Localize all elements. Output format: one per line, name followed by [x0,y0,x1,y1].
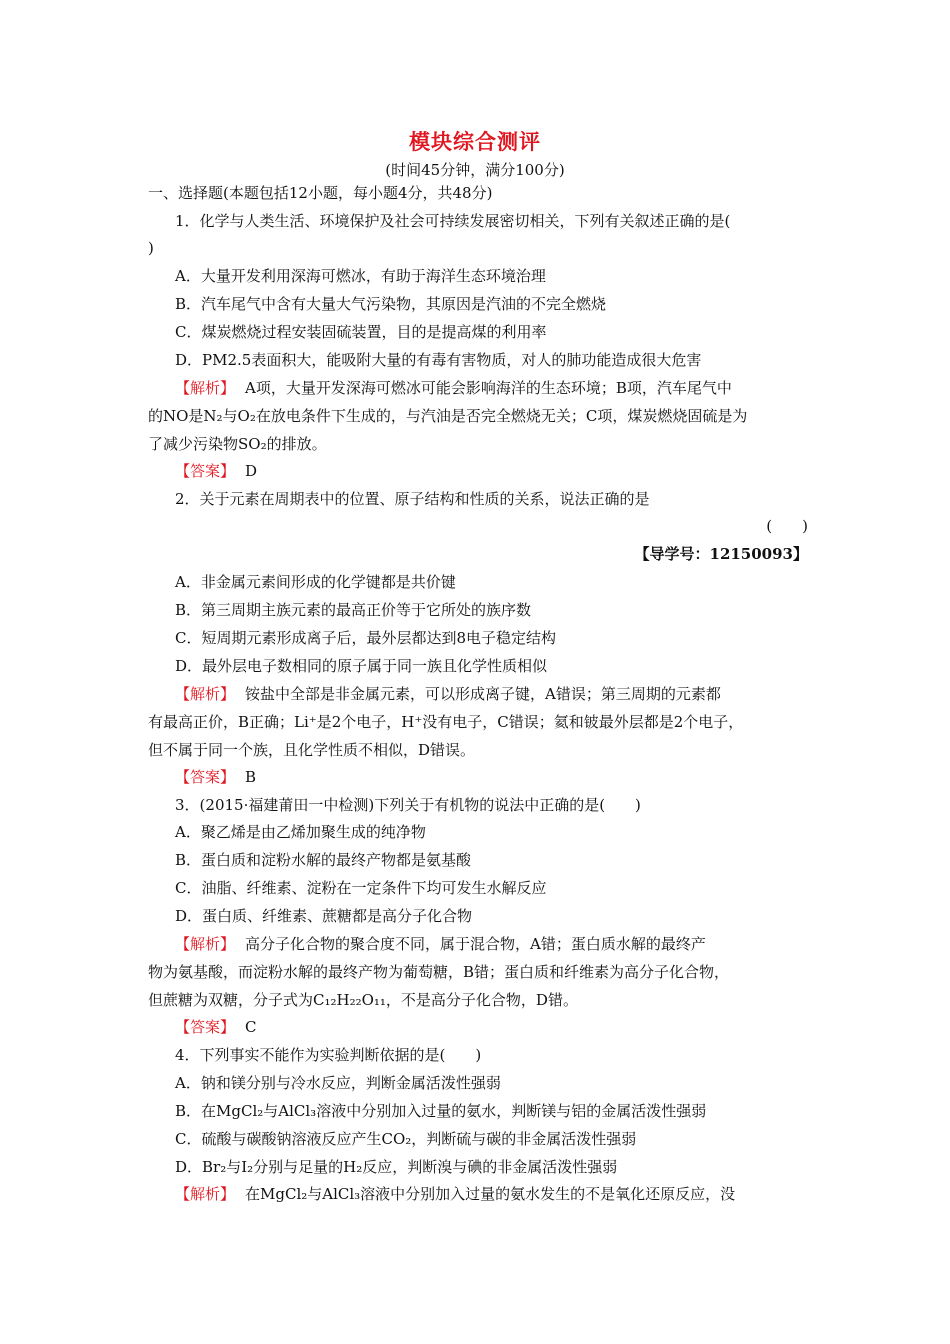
q1-stem-cont: ) [148,239,154,257]
analysis-tag: 【解析】 [175,685,236,703]
q2-answer-blank: ( ) [766,517,808,535]
q4-option-b: B．在MgCl₂与AlCl₃溶液中分别加入过量的氨水，判断镁与铝的金属活泼性强弱 [175,1102,707,1120]
q3-option-b: B．蛋白质和淀粉水解的最终产物都是氨基酸 [175,851,472,869]
q3-option-a: A．聚乙烯是由乙烯加聚生成的纯净物 [175,823,426,841]
q4-analysis-line [175,1184,835,1204]
q2-analysis-line: 但不属于同一个族，且化学性质不相似，D错误。 [148,741,476,759]
analysis-tag: 【解析】 [175,379,236,397]
q3-option-c: C．油脂、纤维素、淀粉在一定条件下均可发生水解反应 [175,879,547,897]
q3-analysis-line [175,934,835,954]
q2-guide-number: 【导学号：12150093】 [634,545,808,563]
q1-option-a: A．大量开发利用深海可燃冰，有助于海洋生态环境治理 [175,267,546,285]
q3-analysis-text: 高分子化合物的聚合度不同，属于混合物，A错；蛋白质水解的最终产 [245,935,706,953]
q2-analysis-text: 铵盐中全部是非金属元素，可以形成离子键，A错误；第三周期的元素都 [245,685,721,703]
q2-answer-line [175,767,835,787]
q2-option-b: B．第三周期主族元素的最高正价等于它所处的族序数 [175,601,532,619]
q4-option-a: A．钠和镁分别与冷水反应，判断金属活泼性强弱 [175,1074,501,1092]
q2-option-d: D．最外层电子数相同的原子属于同一族且化学性质相似 [175,657,548,675]
q3-answer-line [175,1017,835,1037]
analysis-tag: 【解析】 [175,1185,236,1203]
analysis-tag: 【解析】 [175,935,236,953]
q1-option-b: B．汽车尾气中含有大量大气污染物，其原因是汽油的不完全燃烧 [175,295,607,313]
q4-option-d: D．Br₂与I₂分别与足量的H₂反应，判断溴与碘的非金属活泼性强弱 [175,1158,618,1176]
section-heading: 一、选择题(本题包括12小题，每小题4分，共48分) [148,184,493,202]
q4-option-c: C．硫酸与碳酸钠溶液反应产生CO₂，判断硫与碳的非金属活泼性强弱 [175,1130,637,1148]
answer-tag: 【答案】 [175,1018,236,1036]
q4-stem: 4．下列事实不能作为实验判断依据的是( ) [175,1046,482,1064]
q1-analysis-line: 了减少污染物SO₂的排放。 [148,435,327,453]
q1-answer: D [245,462,258,480]
q1-analysis-line: 的NO是N₂与O₂在放电条件下生成的，与汽油是否完全燃烧无关；C项，煤炭燃烧固硫是为 [148,407,748,425]
q1-analysis-line [175,378,835,398]
q3-analysis-line: 物为氨基酸，而淀粉水解的最终产物为葡萄糖，B错；蛋白质和纤维素为高分子化合物， [148,963,730,981]
answer-tag: 【答案】 [175,462,236,480]
q3-option-d: D．蛋白质、纤维素、蔗糖都是高分子化合物 [175,907,473,925]
page-subtitle: (时间45分钟，满分100分) [385,161,565,179]
q3-stem: 3．(2015·福建莆田一中检测)下列关于有机物的说法中正确的是( ) [175,796,641,814]
q1-option-c: C．煤炭燃烧过程安装固硫装置，目的是提高煤的利用率 [175,323,547,341]
q1-answer-line [175,461,835,481]
q2-answer: B [245,768,257,786]
q2-analysis-line: 有最高正价，B正确；Li⁺是2个电子，H⁺没有电子，C错误；氦和铍最外层都是2个电子， [148,713,744,731]
q2-analysis-line [175,684,835,704]
q2-stem: 2．关于元素在周期表中的位置、原子结构和性质的关系，说法正确的是 [175,490,650,508]
q4-analysis-text: 在MgCl₂与AlCl₃溶液中分别加入过量的氨水发生的不是氧化还原反应，没 [245,1185,736,1203]
q3-answer: C [245,1018,257,1036]
q1-stem: 1．化学与人类生活、环境保护及社会可持续发展密切相关，下列有关叙述正确的是( [175,212,731,230]
q3-analysis-line: 但蔗糖为双糖，分子式为C₁₂H₂₂O₁₁，不是高分子化合物，D错。 [148,991,578,1009]
q2-option-a: A．非金属元素间形成的化学键都是共价键 [175,573,456,591]
page-title: 模块综合测评 [409,130,541,154]
q2-option-c: C．短周期元素形成离子后，最外层都达到8电子稳定结构 [175,629,557,647]
q1-option-d: D．PM2.5表面积大，能吸附大量的有毒有害物质，对人的肺功能造成很大危害 [175,351,702,369]
answer-tag: 【答案】 [175,768,236,786]
q1-analysis-text: A项，大量开发深海可燃冰可能会影响海洋的生态环境；B项，汽车尾气中 [245,379,732,397]
